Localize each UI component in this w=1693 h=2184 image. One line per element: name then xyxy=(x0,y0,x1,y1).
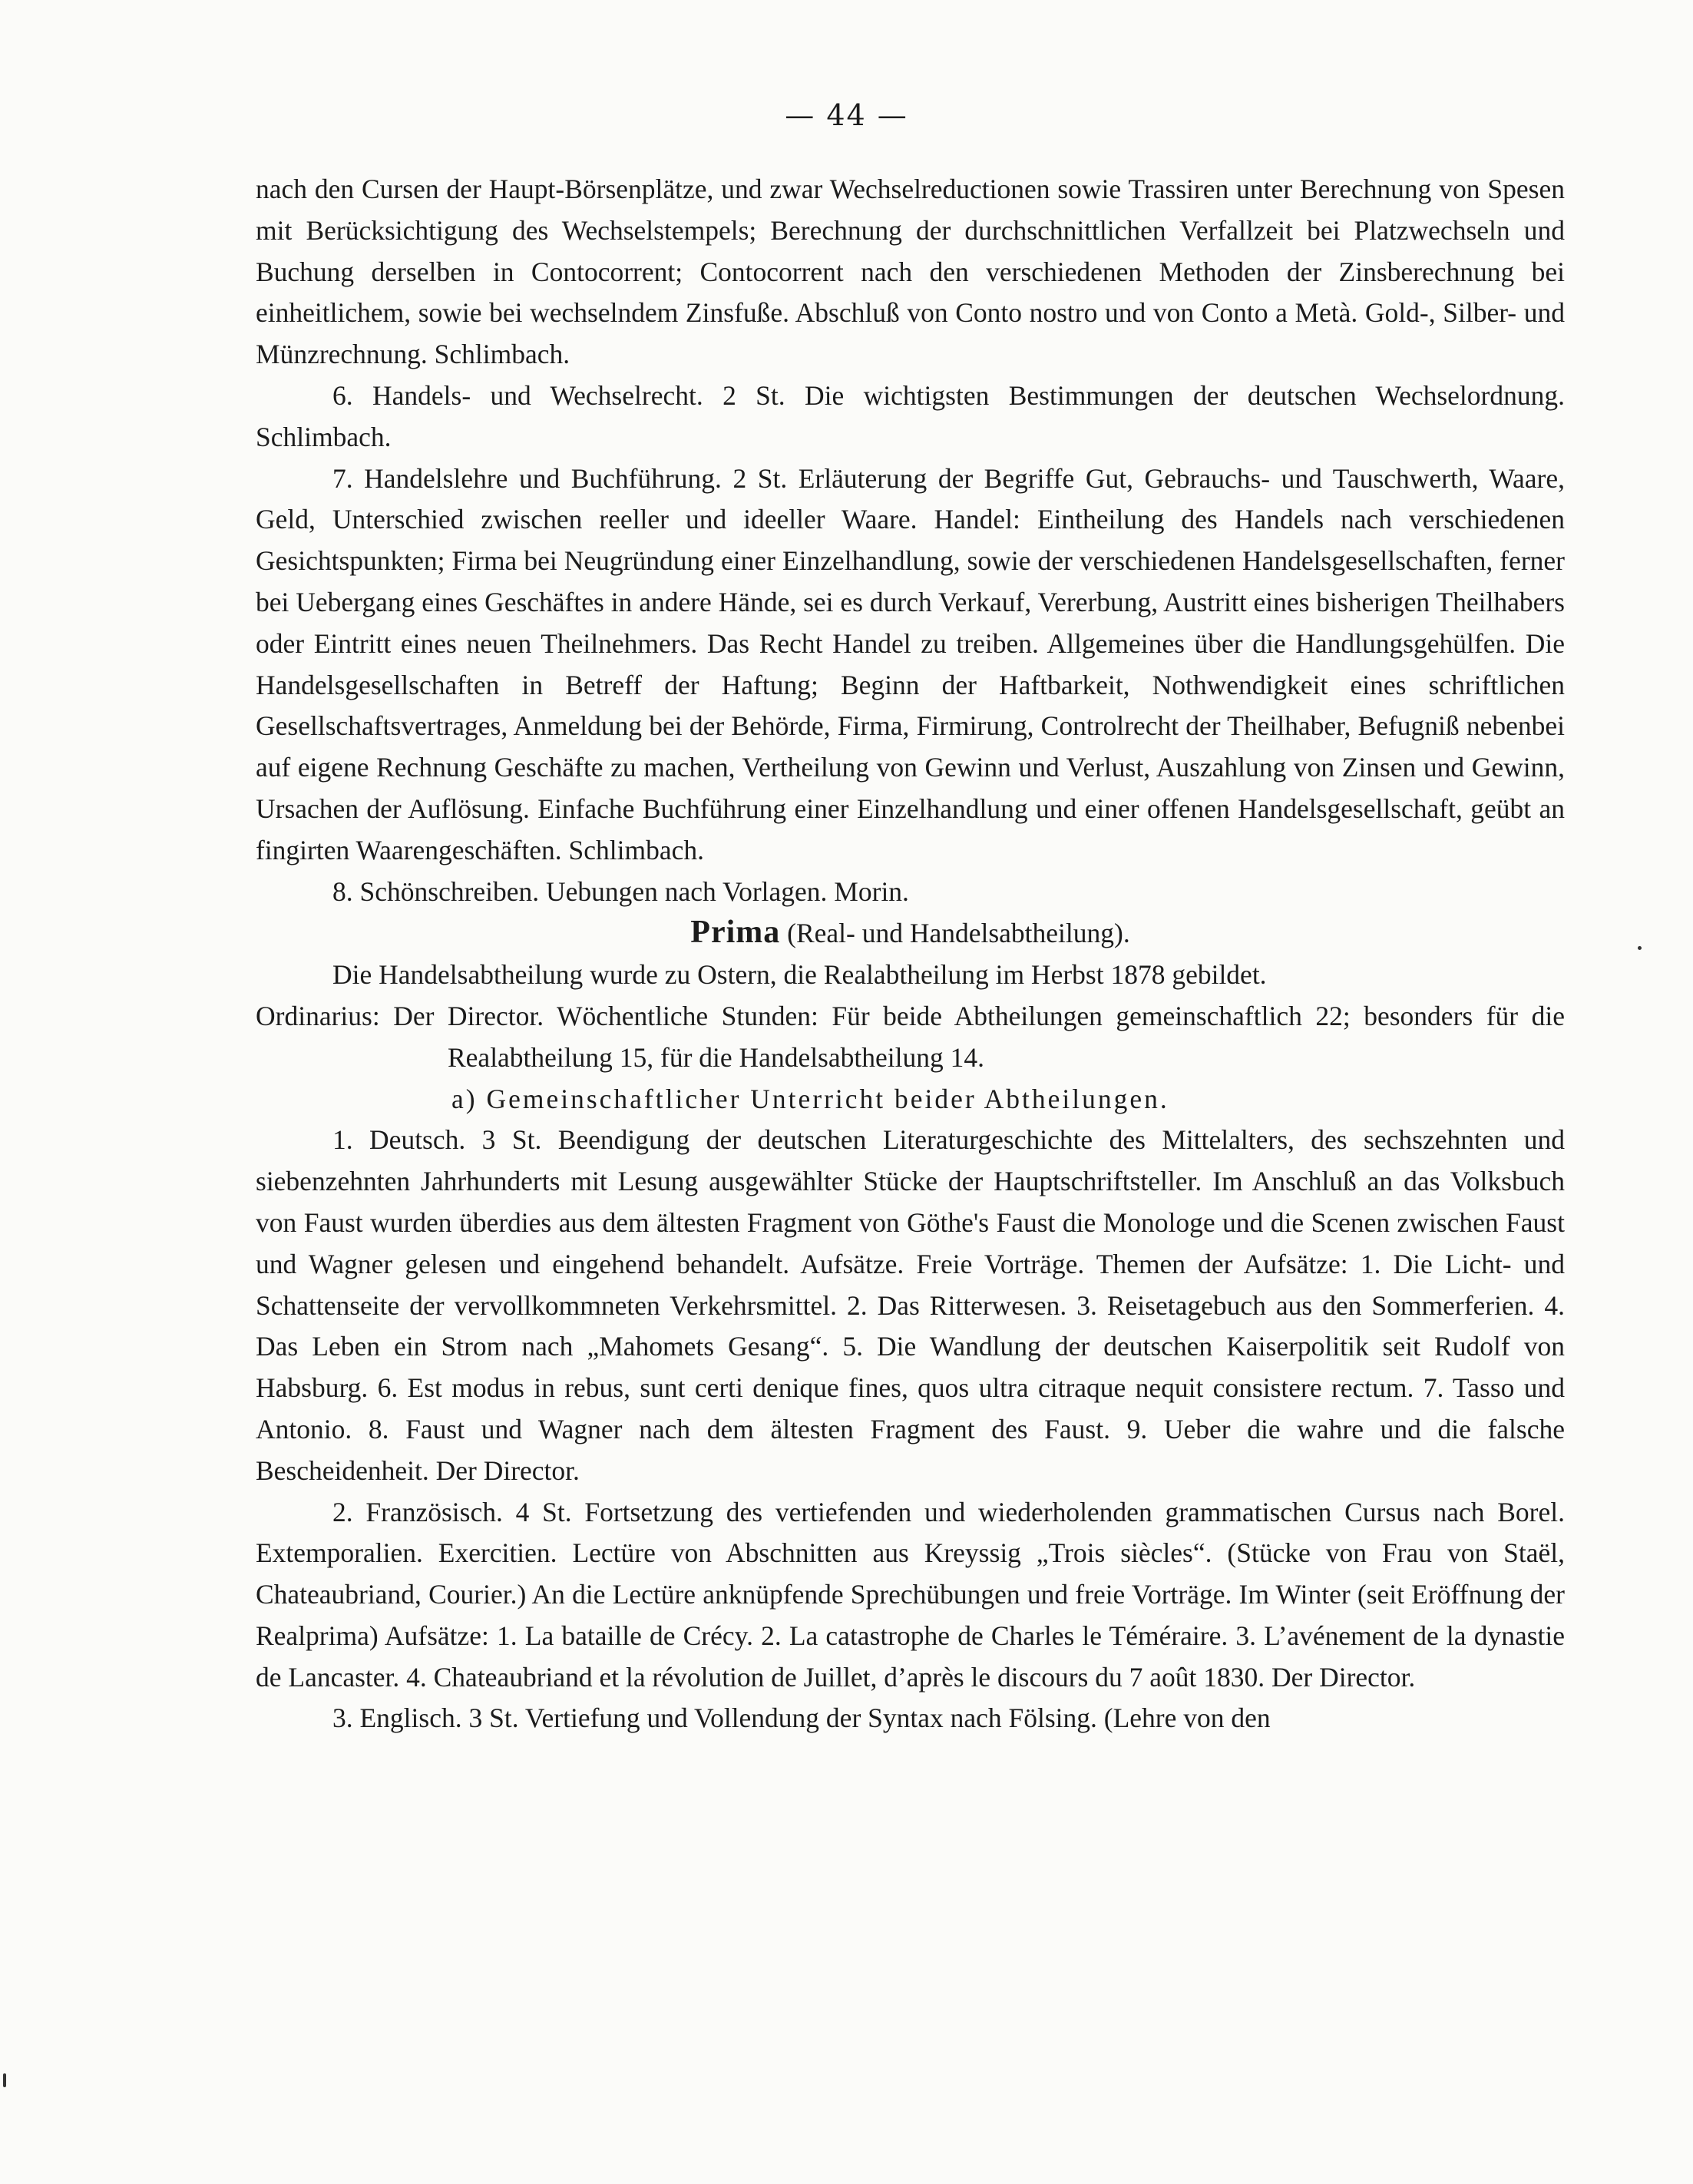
section-title: Prima xyxy=(690,915,781,951)
page-body xyxy=(256,169,1565,1739)
item-franzoesisch: 2. Französisch. 4 St. Fortsetzung des vertiefenden und wiederholenden grammatischen Cursus nach Borel. Extemporalien. Exercitien. Lectüre von Abschnitten aus Kreyssig „Trois siècles“. (Stücke von Frau von Staël, Chateaubriand, Courier.) An die Lectüre anknüpfende Sprechübungen und freie Vorträge. Im Winter (seit Eröffnung der Realprima) Aufsätze: 1. La bataille de Crécy. 2. La catastrophe de Charles le Téméraire. 3. L’avénement de la dynastie de Lancaster. 4. Chateaubriand et la révolution de Juillet, d’après le discours du 7 août 1830. Der Director. xyxy=(256,1496,1565,1693)
ink-speck xyxy=(3,2073,6,2087)
section-ordinarius: Ordinarius: Der Director. Wöchentliche Stunden: Für beide Abtheilungen gemeinschaftlich 22; besonders für die Realabtheilung 15, für die Handelsabtheilung 14. xyxy=(256,1000,1565,1073)
paragraph-handelslehre: 7. Handelslehre und Buchführung. 2 St. Erläuterung der Begriffe Gut, Gebrauchs- und Tauschwerth, Waare, Geld, Unterschied zwischen reeller und ideeller Waare. Handel: Eintheilung des Handels nach verschiedenen Gesichtspunkten; Firma bei Neugründung einer Einzelhandlung, sowie der verschiedenen Handelsgesellschaften, ferner bei Uebergang eines Geschäftes in andere Hände, sei es durch Verkauf, Vererbung, Austritt eines bisherigen Theilhabers oder Eintritt eines neuen Theilnehmers. Das Recht Handel zu treiben. Allgemeines über die Handlungsgehülfen. Die Handelsgesellschaften in Betreff der Haftung; Beginn der Haftbarkeit, Nothwendigkeit eines schriftlichen Gesellschaftsvertrages, Anmeldung bei der Behörde, Firma, Firmirung, Controlrecht der Theilhaber, Befugniß nebenbei auf eigene Rechnung Geschäfte zu machen, Vertheilung von Gewinn und Verlust, Auszahlung von Zinsen und Gewinn, Ursachen der Auflösung. Einfache Buchführung einer Einzelhandlung und einer offenen Handelsgesellschaft, geübt an fingirten Waarengeschäften. Schlimbach. xyxy=(256,462,1565,865)
paragraph-schoenschreiben: 8. Schönschreiben. Uebungen nach Vorlagen. Morin. xyxy=(332,875,909,907)
paragraph-continuation: nach den Cursen der Haupt-Börsenplätze, und zwar Wechselreductionen sowie Trassiren unter Berechnung von Spesen mit Berücksichtigung des Wechselstempels; Berechnung der durchschnittlichen Verfallzeit bei Platzwechseln und Buchung derselben in Contocorrent; Contocorrent nach den verschiedenen Methoden der Zinsberechnung bei einheitlichem, sowie bei wechselndem Zinsfuße. Abschluß von Conto nostro und von Conto a Metà. Gold-, Silber- und Münzrechnung. Schlimbach. xyxy=(256,174,1565,370)
section-subtitle: (Real- und Handelsabtheilung). xyxy=(787,918,1130,949)
section-heading xyxy=(256,912,1565,955)
section-intro: Die Handelsabtheilung wurde zu Ostern, die Realabtheilung im Herbst 1878 gebildet. xyxy=(332,959,1267,991)
paragraph-handelsrecht: 6. Handels- und Wechselrecht. 2 St. Die wichtigsten Bestimmungen der deutschen Wechselordnung. Schlimbach. xyxy=(256,379,1565,452)
ink-speck xyxy=(1638,946,1642,950)
page-number: — 44 — xyxy=(785,98,908,132)
section-subheading: a) Gemeinschaftlicher Unterricht beider Abtheilungen. xyxy=(451,1083,1169,1114)
item-englisch: 3. Englisch. 3 St. Vertiefung und Vollendung der Syntax nach Fölsing. (Lehre von den xyxy=(332,1703,1271,1734)
item-deutsch: 1. Deutsch. 3 St. Beendigung der deutschen Literaturgeschichte des Mittelalters, des sechszehnten und siebenzehnten Jahrhunderts mit Lesung ausgewählter Stücke der Hauptschriftsteller. Im Anschluß an das Volksbuch von Faust wurden überdies aus dem ältesten Fragment von Göthe's Faust die Monologe und die Scenen zwischen Faust und Wagner gelesen und eingehend behandelt. Aufsätze. Freie Vorträge. Themen der Aufsätze: 1. Die Licht- und Schattenseite der vervollkommneten Verkehrsmittel. 2. Das Ritterwesen. 3. Reisetagebuch aus den Sommerferien. 4. Das Leben ein Strom nach „Mahomets Gesang“. 5. Die Wandlung der deutschen Kaiserpolitik seit Rudolf von Habsburg. 6. Est modus in rebus, sunt certi denique fines, quos ultra citraque nequit consistere rectum. 7. Tasso und Antonio. 8. Faust und Wagner nach dem ältesten Fragment des Faust. 9. Ueber die wahre und die falsche Bescheidenheit. Der Director. xyxy=(256,1124,1565,1486)
